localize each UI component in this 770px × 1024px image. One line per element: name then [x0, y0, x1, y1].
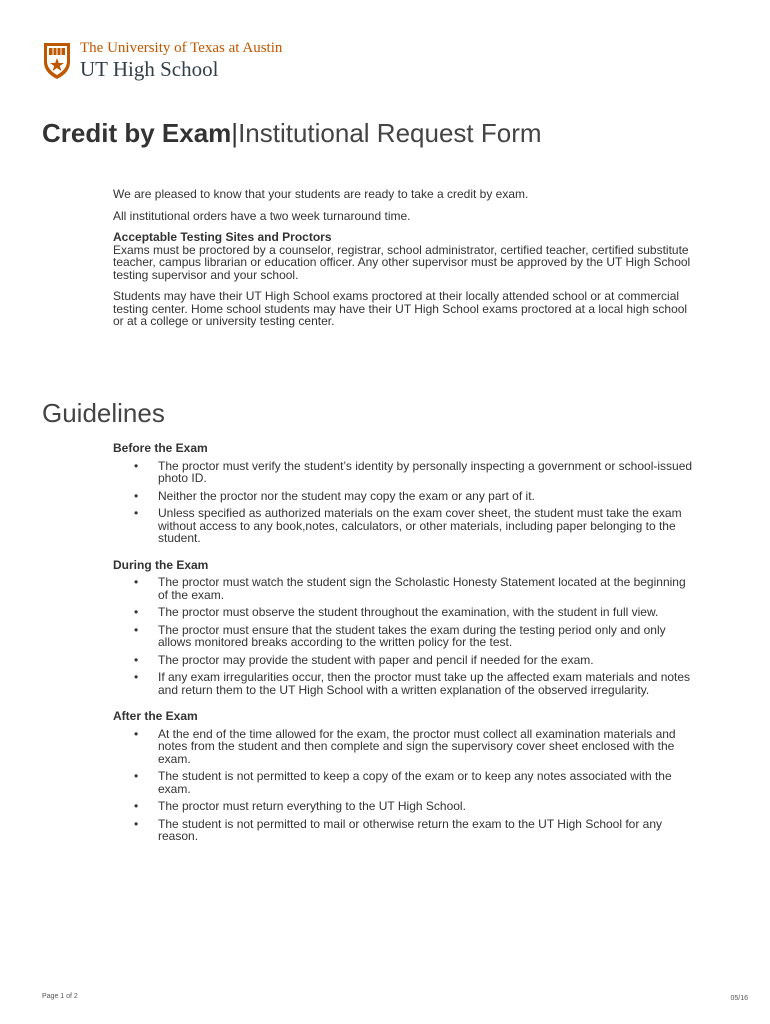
title-bold: Credit by Exam: [42, 118, 232, 148]
list-item: • The proctor must watch the student sign the Scholastic Honesty Statement located at the beginning of the exam.: [134, 575, 686, 602]
intro-paragraph-1: We are pleased to know that your students are ready to take a credit by exam.: [113, 187, 529, 201]
testing-sites-heading: Acceptable Testing Sites and Proctors: [113, 230, 332, 244]
before-exam-heading: Before the Exam: [113, 441, 208, 455]
title-light: Institutional Request Form: [238, 118, 542, 148]
school-name: UT High School: [80, 57, 219, 81]
after-exam-heading: After the Exam: [113, 709, 198, 723]
version-date: 05/16: [730, 995, 748, 1002]
list-item: • The student is not permitted to keep a copy of the exam or to keep any notes associated with the exam.: [134, 769, 672, 796]
guidelines-section: [113, 442, 693, 857]
list-item: • At the end of the time allowed for the exam, the proctor must collect all examination materials and notes from the student and then complete and sign the supervisory cover sheet enclosed with the exam.: [134, 726, 676, 766]
list-item: • The proctor must verify the student’s identity by personally inspecting a government or school-issued photo ID.: [134, 458, 693, 485]
during-exam-heading: During the Exam: [113, 557, 209, 572]
intro-paragraph-2: All institutional orders have a two week turnaround time.: [113, 208, 411, 223]
list-item: • The proctor must ensure that the student takes the exam during the testing period only and only allows monitored breaks according to the written policy for the test.: [134, 622, 666, 649]
intro-paragraph-4: Students may have their UT High School exams proctored at their locally attended school or at commercial testing center. Home school students may have their UT High School exams proctored at a local high school or at a college or university testing center.: [113, 289, 688, 328]
page-number: Page 1 of 2: [42, 993, 78, 1000]
before-exam-list: [113, 460, 693, 545]
list-item: • The proctor must observe the student throughout the examination, with the student in full view.: [134, 605, 659, 619]
list-item: • If any exam irregularities occur, then the proctor must take up the affected exam materials and notes and return them to the UT High School with a written explanation of the observed irregularity.: [134, 670, 691, 697]
during-exam-list: [113, 576, 693, 696]
university-name: The University of Texas at Austin: [80, 40, 283, 56]
list-item: • Neither the proctor nor the student may copy the exam or any part of it.: [134, 488, 535, 503]
list-item: • Unless specified as authorized materials on the exam cover sheet, the student must take the exam without access to any book,notes, calculators, or other materials, including paper belonging to the student.: [134, 506, 682, 545]
brand-text: [80, 40, 282, 81]
guidelines-title: Guidelines: [42, 398, 165, 428]
intro-section: [113, 188, 693, 337]
header: [42, 40, 282, 84]
title-separator: |: [231, 118, 239, 148]
list-item: • The proctor may provide the student with paper and pencil if needed for the exam.: [134, 652, 594, 667]
list-item: • The proctor must return everything to the UT High School.: [134, 799, 466, 813]
after-exam-list: [113, 728, 693, 843]
ut-seal-icon: [42, 40, 72, 80]
document-title: [42, 116, 542, 150]
testing-sites-text: Exams must be proctored by a counselor, registrar, school administrator, certified teacher, certified substitute teacher, campus librarian or education officer. Any other supervisor must be approved by the UT High School testing supervisor and your school.: [113, 242, 691, 282]
list-item: • The student is not permitted to mail or otherwise return the exam to the UT High School for any reason.: [134, 816, 663, 843]
